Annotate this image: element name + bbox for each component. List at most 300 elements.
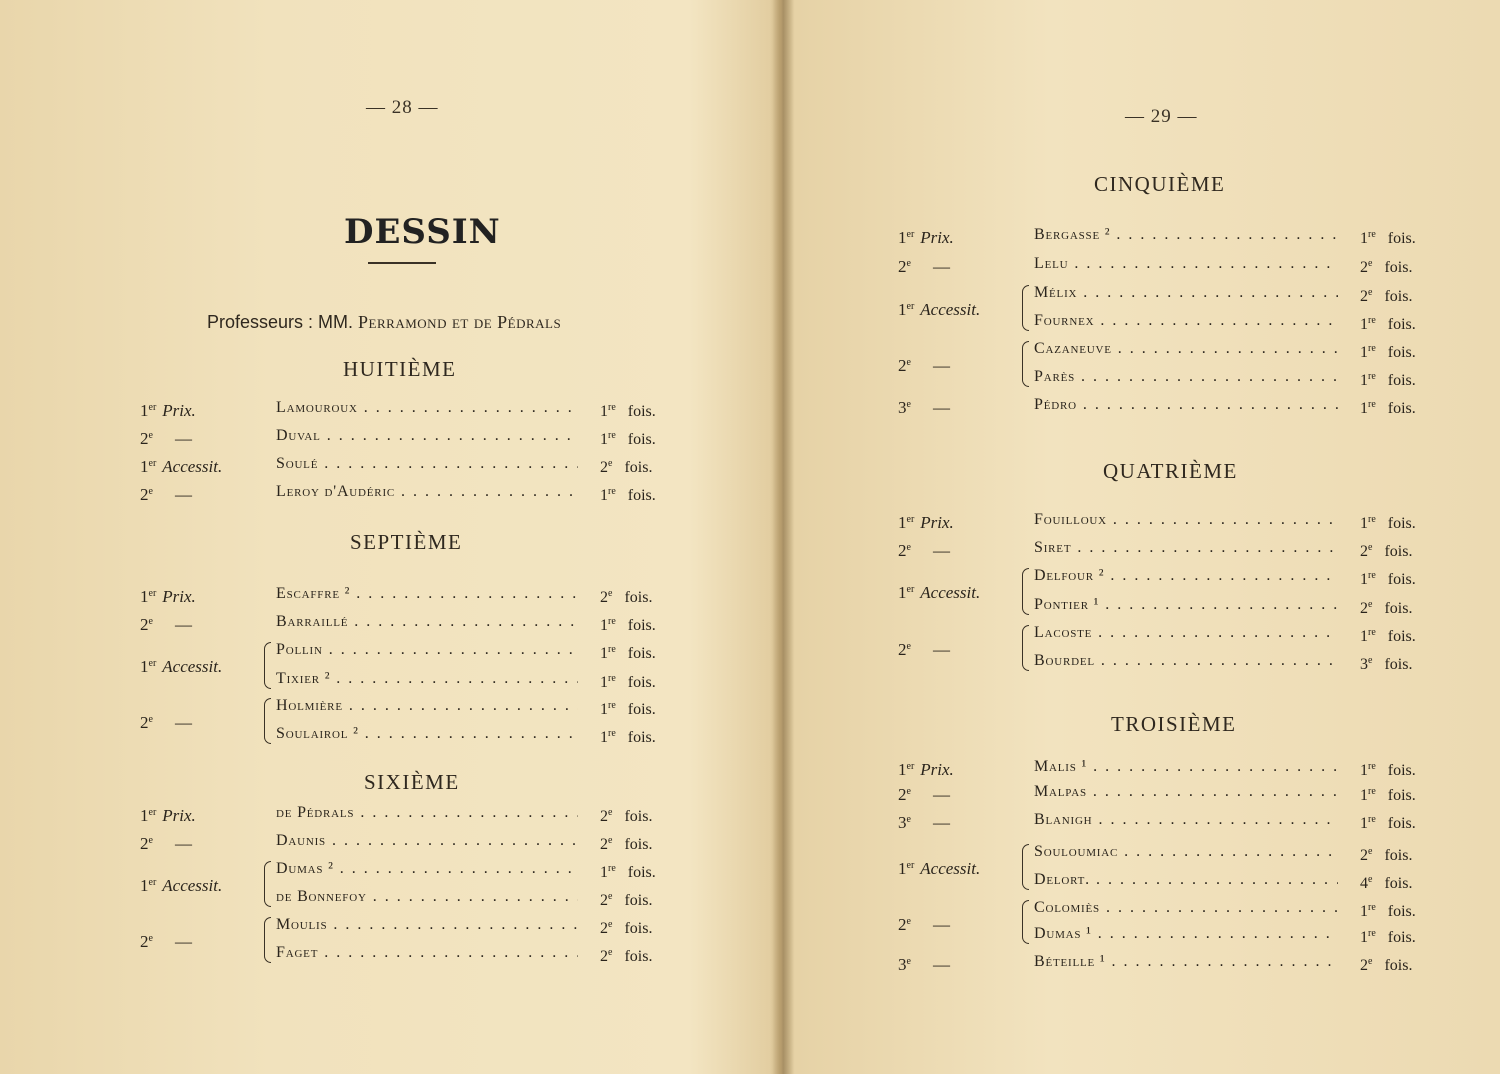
times-suffix: e bbox=[1368, 599, 1373, 610]
times-count bbox=[600, 452, 652, 480]
fois-label: fois. bbox=[1387, 903, 1416, 920]
award-label: — bbox=[932, 257, 950, 276]
times-count bbox=[600, 480, 656, 508]
times-suffix: e bbox=[1368, 956, 1373, 967]
student-name: Dumas ² . . . bbox=[276, 857, 578, 881]
award-rank bbox=[898, 295, 980, 322]
student-name: Soulé . . . bbox=[276, 452, 578, 476]
rank-number: 2 bbox=[898, 356, 907, 375]
times-suffix: e bbox=[608, 588, 613, 599]
times-count bbox=[1360, 564, 1416, 592]
award-label: — bbox=[932, 398, 950, 417]
times-count bbox=[600, 913, 652, 941]
group-brace bbox=[264, 698, 271, 744]
award-label: Accessit. bbox=[162, 657, 223, 676]
professors-line bbox=[207, 312, 561, 333]
student-name: Lacoste . . . bbox=[1034, 621, 1338, 645]
times-suffix: re bbox=[608, 616, 616, 627]
student-name: Daunis . . . bbox=[276, 829, 578, 853]
times-count bbox=[600, 638, 656, 666]
student-entry bbox=[1034, 808, 1338, 832]
times-number: 1 bbox=[600, 645, 608, 662]
award-label: — bbox=[932, 356, 950, 375]
award-label: — bbox=[932, 640, 950, 659]
student-name: Colomiès . . . bbox=[1034, 896, 1338, 920]
times-number: 2 bbox=[600, 948, 608, 965]
student-entry bbox=[1034, 252, 1338, 276]
times-suffix: re bbox=[1368, 902, 1376, 913]
times-count bbox=[600, 941, 652, 969]
award-label: — bbox=[174, 485, 192, 504]
fois-label: fois. bbox=[624, 920, 653, 937]
rank-number: 1 bbox=[898, 228, 907, 247]
rank-suffix: er bbox=[148, 877, 157, 888]
professors-label: Professeurs : MM. bbox=[207, 312, 354, 332]
award-rank bbox=[140, 871, 222, 898]
times-suffix: re bbox=[608, 673, 616, 684]
rank-suffix: e bbox=[148, 486, 153, 497]
group-brace bbox=[264, 861, 271, 907]
rank-suffix: e bbox=[906, 641, 911, 652]
award-label: — bbox=[932, 541, 950, 560]
times-number: 1 bbox=[600, 403, 608, 420]
page-title: DESSIN bbox=[344, 212, 501, 252]
award-rank bbox=[898, 351, 950, 378]
times-suffix: re bbox=[1368, 786, 1376, 797]
group-brace bbox=[264, 642, 271, 689]
times-suffix: re bbox=[1368, 928, 1376, 939]
rank-suffix: er bbox=[906, 860, 915, 871]
rank-suffix: e bbox=[906, 258, 911, 269]
times-number: 1 bbox=[600, 729, 608, 746]
times-count bbox=[600, 857, 656, 885]
award-rank bbox=[898, 393, 950, 420]
student-entry bbox=[1034, 281, 1338, 305]
rank-number: 2 bbox=[140, 834, 149, 853]
times-count bbox=[1360, 621, 1416, 649]
rank-suffix: er bbox=[148, 807, 157, 818]
student-name: Leroy d'Audéric . . . bbox=[276, 480, 578, 504]
fois-label: fois. bbox=[627, 729, 656, 746]
award-label: Accessit. bbox=[920, 300, 981, 319]
fois-label: fois. bbox=[627, 645, 656, 662]
fois-label: fois. bbox=[1387, 815, 1416, 832]
fois-label: fois. bbox=[627, 864, 656, 881]
times-suffix: e bbox=[1368, 846, 1373, 857]
times-count bbox=[1360, 281, 1412, 309]
times-suffix: re bbox=[1368, 371, 1376, 382]
award-rank bbox=[898, 854, 980, 881]
student-name: de Pédrals . . . bbox=[276, 801, 578, 825]
rank-number: 2 bbox=[140, 932, 149, 951]
times-number: 1 bbox=[1360, 929, 1368, 946]
times-suffix: re bbox=[608, 644, 616, 655]
student-name: Duval . . . bbox=[276, 424, 578, 448]
student-name: Mélix . . . bbox=[1034, 281, 1338, 305]
group-brace bbox=[1022, 900, 1029, 944]
fois-label: fois. bbox=[1384, 847, 1413, 864]
times-suffix: re bbox=[1368, 814, 1376, 825]
student-entry bbox=[1034, 337, 1338, 361]
fois-label: fois. bbox=[624, 459, 653, 476]
award-rank bbox=[898, 252, 950, 279]
student-entry bbox=[1034, 508, 1338, 532]
student-name: Fouilloux . . . bbox=[1034, 508, 1338, 532]
award-rank bbox=[140, 801, 196, 828]
student-entry bbox=[1034, 365, 1338, 389]
fois-label: fois. bbox=[627, 701, 656, 718]
award-rank bbox=[140, 610, 192, 637]
student-name: Soulairol ² . . . bbox=[276, 722, 578, 746]
fois-label: fois. bbox=[627, 617, 656, 634]
rank-number: 3 bbox=[898, 955, 907, 974]
section-heading: SEPTIÈME bbox=[350, 530, 463, 554]
student-entry bbox=[276, 610, 578, 634]
times-number: 2 bbox=[1360, 600, 1368, 617]
student-entry bbox=[1034, 593, 1338, 617]
award-rank bbox=[898, 223, 954, 250]
rank-number: 2 bbox=[140, 713, 149, 732]
award-rank bbox=[140, 652, 222, 679]
award-rank bbox=[140, 708, 192, 735]
rank-suffix: e bbox=[148, 933, 153, 944]
rank-suffix: e bbox=[148, 616, 153, 627]
student-name: Barraillé . . . bbox=[276, 610, 578, 634]
student-entry bbox=[1034, 309, 1338, 333]
rank-suffix: e bbox=[148, 430, 153, 441]
rank-suffix: er bbox=[148, 588, 157, 599]
rank-number: 1 bbox=[898, 583, 907, 602]
student-name: Delort. . . . bbox=[1034, 868, 1338, 892]
fois-label: fois. bbox=[1387, 787, 1416, 804]
group-brace bbox=[264, 917, 271, 963]
rank-number: 1 bbox=[140, 657, 149, 676]
award-label: Prix. bbox=[920, 760, 954, 779]
award-label: Prix. bbox=[920, 513, 954, 532]
times-suffix: re bbox=[1368, 514, 1376, 525]
times-suffix: re bbox=[1368, 229, 1376, 240]
award-label: Prix. bbox=[920, 228, 954, 247]
times-count bbox=[600, 694, 656, 722]
times-count bbox=[1360, 365, 1416, 393]
student-name: Tixier ² . . . bbox=[276, 667, 578, 691]
award-rank bbox=[140, 927, 192, 954]
times-suffix: e bbox=[1368, 287, 1373, 298]
rank-suffix: er bbox=[906, 584, 915, 595]
title-divider bbox=[368, 262, 436, 264]
times-number: 1 bbox=[600, 617, 608, 634]
group-brace bbox=[1022, 341, 1029, 387]
times-suffix: re bbox=[608, 402, 616, 413]
award-label: Prix. bbox=[162, 401, 196, 420]
rank-suffix: er bbox=[148, 658, 157, 669]
times-number: 2 bbox=[1360, 288, 1368, 305]
student-entry bbox=[1034, 564, 1338, 588]
student-name: Cazaneuve . . . bbox=[1034, 337, 1338, 361]
award-label: Accessit. bbox=[162, 457, 223, 476]
fois-label: fois. bbox=[1384, 543, 1413, 560]
rank-suffix: e bbox=[148, 714, 153, 725]
section-heading: TROISIÈME bbox=[1111, 712, 1237, 736]
fois-label: fois. bbox=[1384, 600, 1413, 617]
fois-label: fois. bbox=[624, 808, 653, 825]
times-count bbox=[1360, 337, 1416, 365]
fois-label: fois. bbox=[624, 589, 653, 606]
times-suffix: re bbox=[1368, 399, 1376, 410]
times-count bbox=[600, 801, 652, 829]
award-label: Accessit. bbox=[162, 876, 223, 895]
fois-label: fois. bbox=[1384, 875, 1413, 892]
times-count bbox=[600, 667, 656, 695]
student-name: Bourdel . . . bbox=[1034, 649, 1338, 673]
student-entry bbox=[276, 667, 578, 691]
rank-suffix: er bbox=[906, 301, 915, 312]
times-number: 1 bbox=[600, 431, 608, 448]
rank-number: 2 bbox=[898, 541, 907, 560]
rank-number: 1 bbox=[898, 513, 907, 532]
student-entry bbox=[276, 829, 578, 853]
award-rank bbox=[140, 396, 196, 423]
award-rank bbox=[898, 635, 950, 662]
student-name: Malpas . . . bbox=[1034, 780, 1338, 804]
times-suffix: e bbox=[608, 919, 613, 930]
award-label: Accessit. bbox=[920, 583, 981, 602]
rank-suffix: e bbox=[906, 814, 911, 825]
times-number: 4 bbox=[1360, 875, 1368, 892]
times-number: 1 bbox=[1360, 372, 1368, 389]
student-entry bbox=[276, 480, 578, 504]
times-number: 2 bbox=[600, 808, 608, 825]
award-label: — bbox=[932, 915, 950, 934]
rank-suffix: er bbox=[148, 402, 157, 413]
award-rank bbox=[140, 424, 192, 451]
times-suffix: re bbox=[608, 700, 616, 711]
rank-suffix: e bbox=[906, 786, 911, 797]
student-entry bbox=[1034, 536, 1338, 560]
section-heading: HUITIÈME bbox=[343, 357, 457, 381]
award-rank bbox=[898, 780, 950, 807]
times-count bbox=[600, 829, 652, 857]
student-entry bbox=[276, 396, 578, 420]
fois-label: fois. bbox=[1384, 957, 1413, 974]
student-entry bbox=[276, 913, 578, 937]
student-entry bbox=[276, 424, 578, 448]
student-entry bbox=[1034, 755, 1338, 779]
rank-number: 3 bbox=[898, 813, 907, 832]
student-name: Bergasse ² . . . bbox=[1034, 223, 1338, 247]
student-name: Blanigh . . . bbox=[1034, 808, 1338, 832]
fois-label: fois. bbox=[627, 487, 656, 504]
student-name: Faget . . . bbox=[276, 941, 578, 965]
student-name: Pontier ¹ . . . bbox=[1034, 593, 1338, 617]
student-name: Malis ¹ . . . bbox=[1034, 755, 1338, 779]
student-entry bbox=[1034, 393, 1338, 417]
rank-suffix: er bbox=[906, 229, 915, 240]
award-label: — bbox=[174, 713, 192, 732]
times-count bbox=[1360, 649, 1412, 677]
student-entry bbox=[276, 694, 578, 718]
award-rank bbox=[898, 508, 954, 535]
award-rank bbox=[898, 578, 980, 605]
section-heading: CINQUIÈME bbox=[1094, 172, 1226, 196]
rank-number: 2 bbox=[898, 257, 907, 276]
times-suffix: re bbox=[1368, 761, 1376, 772]
rank-number: 1 bbox=[898, 859, 907, 878]
student-name: Fournex . . . bbox=[1034, 309, 1338, 333]
fois-label: fois. bbox=[1387, 929, 1416, 946]
times-number: 2 bbox=[600, 920, 608, 937]
times-suffix: e bbox=[608, 947, 613, 958]
student-entry bbox=[1034, 868, 1338, 892]
section-heading: QUATRIÈME bbox=[1103, 459, 1238, 483]
award-rank bbox=[898, 950, 950, 977]
times-number: 2 bbox=[600, 836, 608, 853]
right-page bbox=[790, 0, 1500, 1074]
award-rank bbox=[140, 582, 196, 609]
times-count bbox=[1360, 868, 1412, 896]
times-count bbox=[1360, 840, 1412, 868]
times-suffix: re bbox=[608, 863, 616, 874]
student-name: Holmière . . . bbox=[276, 694, 578, 718]
times-number: 1 bbox=[1360, 815, 1368, 832]
student-entry bbox=[276, 452, 578, 476]
award-label: — bbox=[174, 834, 192, 853]
rank-suffix: e bbox=[906, 542, 911, 553]
times-count bbox=[1360, 922, 1416, 950]
fois-label: fois. bbox=[1387, 372, 1416, 389]
fois-label: fois. bbox=[1387, 344, 1416, 361]
times-number: 1 bbox=[1360, 903, 1368, 920]
times-number: 1 bbox=[600, 701, 608, 718]
times-suffix: re bbox=[1368, 315, 1376, 326]
fois-label: fois. bbox=[627, 431, 656, 448]
rank-number: 1 bbox=[140, 876, 149, 895]
times-count bbox=[1360, 252, 1412, 280]
page-number: — 28 — bbox=[366, 97, 439, 118]
fois-label: fois. bbox=[1387, 628, 1416, 645]
student-entry bbox=[276, 638, 578, 662]
rank-number: 1 bbox=[140, 401, 149, 420]
times-count bbox=[600, 396, 656, 424]
times-count bbox=[1360, 393, 1416, 421]
student-name: Souloumiac . . . bbox=[1034, 840, 1338, 864]
group-brace bbox=[1022, 568, 1029, 615]
rank-number: 2 bbox=[140, 429, 149, 448]
rank-number: 1 bbox=[898, 300, 907, 319]
fois-label: fois. bbox=[627, 403, 656, 420]
times-suffix: e bbox=[608, 835, 613, 846]
times-number: 3 bbox=[1360, 656, 1368, 673]
times-count bbox=[600, 610, 656, 638]
times-suffix: e bbox=[608, 458, 613, 469]
times-number: 2 bbox=[1360, 847, 1368, 864]
student-name: Lelu . . . bbox=[1034, 252, 1338, 276]
student-entry bbox=[1034, 223, 1338, 247]
times-count bbox=[600, 885, 652, 913]
times-number: 1 bbox=[1360, 762, 1368, 779]
times-count bbox=[1360, 309, 1416, 337]
fois-label: fois. bbox=[1384, 259, 1413, 276]
student-name: Escaffre ² . . . bbox=[276, 582, 578, 606]
award-label: — bbox=[174, 932, 192, 951]
times-suffix: re bbox=[608, 728, 616, 739]
times-number: 1 bbox=[1360, 787, 1368, 804]
student-entry bbox=[1034, 840, 1338, 864]
fois-label: fois. bbox=[627, 674, 656, 691]
times-number: 1 bbox=[1360, 344, 1368, 361]
award-rank bbox=[898, 910, 950, 937]
fois-label: fois. bbox=[1387, 400, 1416, 417]
times-suffix: e bbox=[1368, 542, 1373, 553]
student-name: Delfour ² . . . bbox=[1034, 564, 1338, 588]
award-label: Accessit. bbox=[920, 859, 981, 878]
rank-suffix: er bbox=[906, 514, 915, 525]
times-count bbox=[1360, 896, 1416, 924]
award-label: — bbox=[174, 429, 192, 448]
rank-number: 3 bbox=[898, 398, 907, 417]
rank-number: 1 bbox=[140, 457, 149, 476]
times-number: 1 bbox=[600, 674, 608, 691]
rank-suffix: er bbox=[906, 761, 915, 772]
student-entry bbox=[276, 857, 578, 881]
student-name: Moulis . . . bbox=[276, 913, 578, 937]
award-rank bbox=[898, 536, 950, 563]
times-suffix: e bbox=[608, 807, 613, 818]
student-entry bbox=[276, 722, 578, 746]
times-suffix: re bbox=[608, 486, 616, 497]
fois-label: fois. bbox=[1387, 571, 1416, 588]
student-entry bbox=[1034, 896, 1338, 920]
student-name: Siret . . . bbox=[1034, 536, 1338, 560]
times-count bbox=[1360, 536, 1412, 564]
times-number: 2 bbox=[600, 459, 608, 476]
award-rank bbox=[140, 480, 192, 507]
rank-number: 2 bbox=[898, 785, 907, 804]
fois-label: fois. bbox=[624, 948, 653, 965]
rank-number: 1 bbox=[140, 806, 149, 825]
times-number: 2 bbox=[1360, 957, 1368, 974]
page-number: — 29 — bbox=[1125, 106, 1198, 127]
award-label: Prix. bbox=[162, 806, 196, 825]
student-entry bbox=[276, 885, 578, 909]
times-number: 1 bbox=[600, 487, 608, 504]
rank-suffix: e bbox=[148, 835, 153, 846]
student-name: Lamouroux . . . bbox=[276, 396, 578, 420]
award-label: — bbox=[174, 615, 192, 634]
times-number: 2 bbox=[600, 892, 608, 909]
times-number: 1 bbox=[1360, 571, 1368, 588]
fois-label: fois. bbox=[624, 892, 653, 909]
section-heading: SIXIÈME bbox=[364, 770, 460, 794]
times-suffix: e bbox=[1368, 874, 1373, 885]
student-entry bbox=[1034, 780, 1338, 804]
group-brace bbox=[1022, 285, 1029, 331]
fois-label: fois. bbox=[1387, 316, 1416, 333]
group-brace bbox=[1022, 844, 1029, 890]
student-entry bbox=[276, 801, 578, 825]
fois-label: fois. bbox=[1384, 288, 1413, 305]
fois-label: fois. bbox=[1387, 762, 1416, 779]
times-count bbox=[600, 582, 652, 610]
rank-number: 1 bbox=[140, 587, 149, 606]
award-label: Prix. bbox=[162, 587, 196, 606]
fois-label: fois. bbox=[1384, 656, 1413, 673]
professors-names: Perramond et de Pédrals bbox=[358, 312, 562, 332]
times-count bbox=[1360, 780, 1416, 808]
times-suffix: re bbox=[1368, 343, 1376, 354]
award-rank bbox=[898, 808, 950, 835]
award-rank bbox=[898, 755, 954, 782]
